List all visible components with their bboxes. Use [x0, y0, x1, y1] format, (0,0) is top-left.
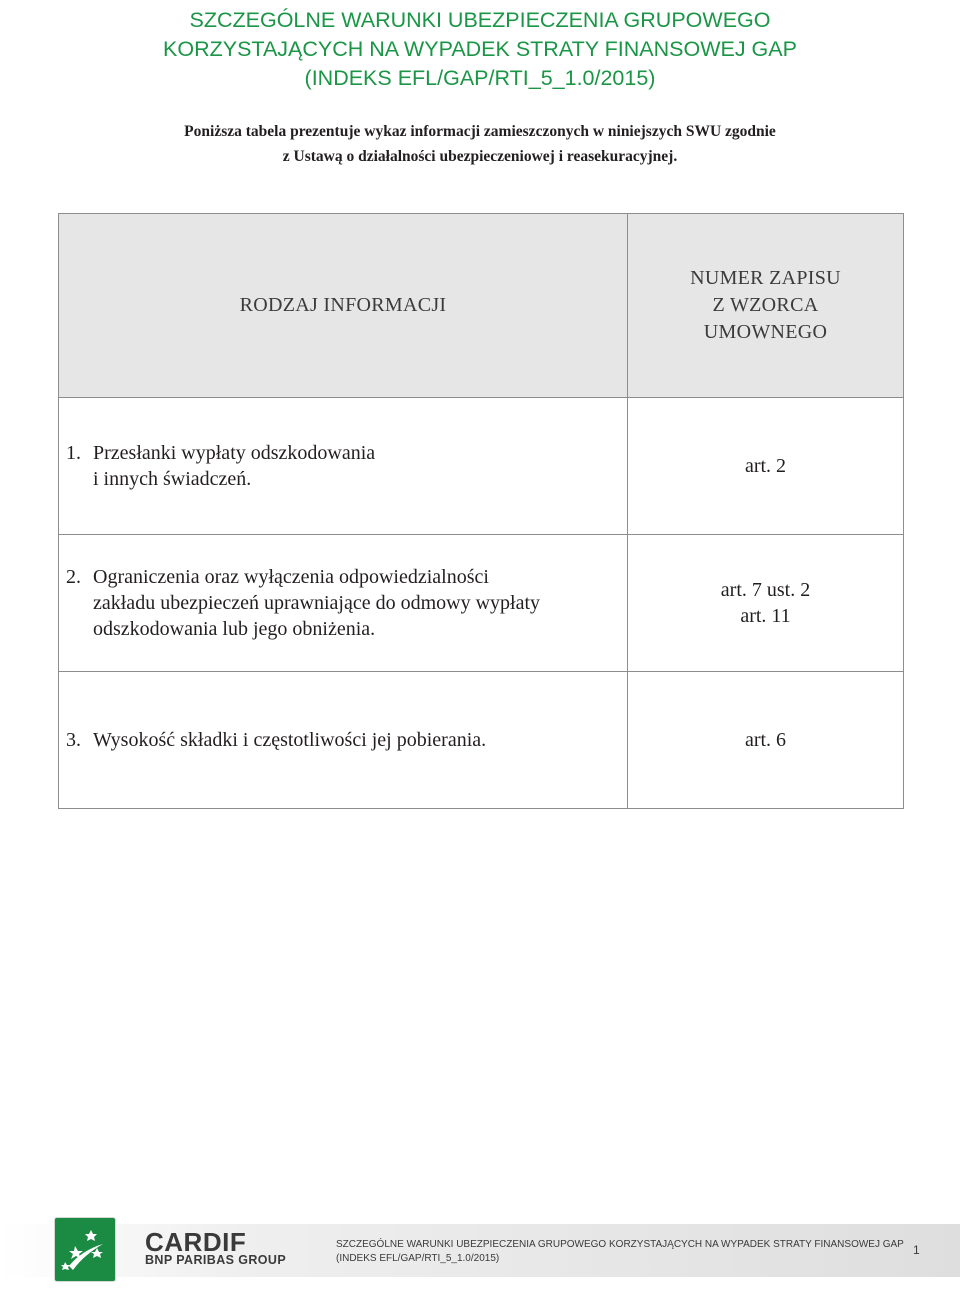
table-header-row [59, 214, 904, 398]
header-clause-number: NUMER ZAPISU Z WZORCA UMOWNEGO [628, 214, 904, 398]
header-information-type: RODZAJ INFORMACJI [59, 214, 628, 398]
row-3-number: 3. [66, 729, 81, 751]
intro-paragraph [0, 119, 960, 169]
row-2-text: Ograniczenia oraz wyłączenia odpowiedzialności zakładu ubezpieczeń uprawniające do odmowy wypłaty odszkodowania lub jego obniżenia. [93, 566, 541, 640]
bnp-paribas-stars-icon [55, 1218, 115, 1281]
row-3-description [59, 672, 628, 809]
row-1-reference: art. 2 [628, 398, 904, 535]
footer-document-title [336, 1238, 904, 1266]
row-1-number: 1. [66, 442, 81, 464]
brand-name: CARDIF [145, 1227, 247, 1257]
intro-line-2: z Ustawą o działalności ubezpieczeniowej i reasekuracyjnej. [282, 148, 678, 165]
document-title [0, 6, 960, 93]
row-2-reference: art. 7 ust. 2 art. 11 [628, 535, 904, 672]
table-row [59, 672, 904, 809]
row-3-text: Wysokość składki i częstotliwości jej pobierania. [93, 729, 487, 751]
table-row [59, 398, 904, 535]
title-line-1: SZCZEGÓLNE WARUNKI UBEZPIECZENIA GRUPOWEGO [189, 8, 771, 32]
intro-line-1: Poniższa tabela prezentuje wykaz informacji zamieszczonych w niniejszych SWU zgodnie [184, 123, 776, 140]
brand-group: BNP PARIBAS GROUP [145, 1253, 287, 1267]
title-line-2: KORZYSTAJĄCYCH NA WYPADEK STRATY FINANSOWEJ GAP [163, 37, 797, 61]
row-2-number: 2. [66, 566, 81, 588]
title-line-3: (INDEKS EFL/GAP/RTI_5_1.0/2015) [304, 66, 656, 90]
row-1-text: Przesłanki wypłaty odszkodowania i innych świadczeń. [93, 442, 376, 490]
page-number: 1 [913, 1243, 920, 1257]
footer-title-line-1: SZCZEGÓLNE WARUNKI UBEZPIECZENIA GRUPOWEGO KORZYSTAJĄCYCH NA WYPADEK STRATY FINANSOWEJ GAP [336, 1239, 904, 1250]
row-1-description [59, 398, 628, 535]
table-row [59, 535, 904, 672]
information-table [58, 213, 904, 809]
footer-title-line-2: (INDEKS EFL/GAP/RTI_5_1.0/2015) [336, 1253, 500, 1264]
row-3-reference: art. 6 [628, 672, 904, 809]
row-2-description [59, 535, 628, 672]
